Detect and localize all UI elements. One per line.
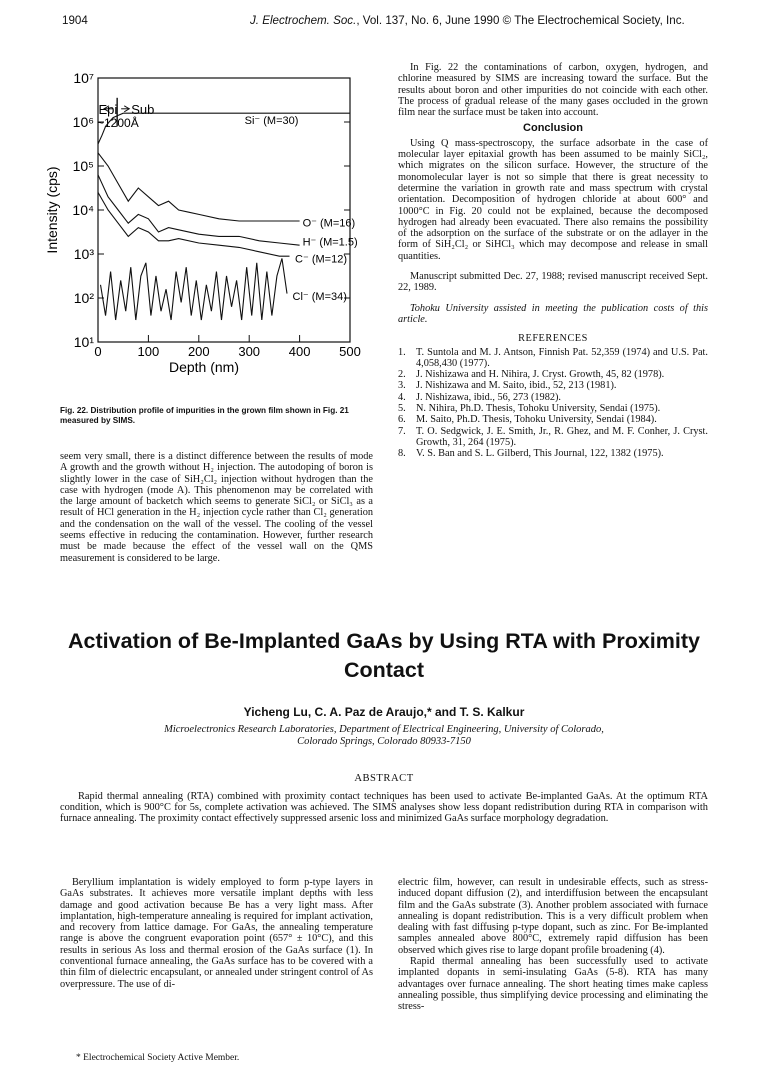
- running-header: [250, 14, 685, 27]
- series-label: O⁻ (M=16): [302, 217, 356, 230]
- reference-item: [398, 403, 708, 414]
- intro-paragraph: Beryllium implantation is widely employed to form p-type layers in GaAs substrates. It achieves more versatile implant depths with less damage and good activation because Be has a very light mass. After implantation, high-temperature annealing is required for implant activation, and recovery from lattice damage. For GaAs, the annealing temperature range is above the congruent evaporation point (657° ± 10°C), and this results in serious As loss and thermal erosion of the GaAs surface (1). In conventional furnace annealing, the GaAs surface has to be covered with a thin film of dielectric encapsulant, or annealed under stringent control of As overpressure. The use of di-: [60, 877, 373, 990]
- reference-number: 6.: [398, 414, 406, 426]
- reference-number: 4.: [398, 391, 406, 403]
- conclusion-heading: Conclusion: [523, 122, 583, 135]
- affiliation-line-1: Microelectronics Research Laboratories, Department of Electrical Engineering, University of Colorado,: [164, 724, 604, 735]
- reference-number: 8.: [398, 448, 406, 460]
- body-right-paragraph-1: electric film, however, can result in undesirable effects, such as stress-induced dopant diffusion (2), and interdiffusion between the encapsulant film and the GaAs substrate (3). Another problem associated with furnace annealing is dopant redistribution. This is a very difficult problem when dealing with fast diffusing p-type dopant, such as zinc. For Be-implanted samples annealed above 800°C, extremely rapid diffusion has been observed which gives rise to large dopant profile broadening (4).: [398, 877, 708, 956]
- thickness-label: ~1200Å: [96, 116, 139, 130]
- reference-text: J. Nishizawa and H. Nihira, J. Cryst. Growth, 45, 82 (1978).: [416, 369, 665, 381]
- references-heading: REFERENCES: [518, 333, 588, 345]
- y-tick-label: 10²: [73, 290, 94, 306]
- reference-text: V. S. Ban and S. L. Gilberd, This Journal, 122, 1382 (1975).: [416, 448, 664, 460]
- reference-number: 3.: [398, 380, 406, 392]
- article-affiliation: [0, 724, 768, 748]
- reference-item: [398, 392, 708, 403]
- reference-item: [398, 414, 708, 425]
- reference-text: N. Nihira, Ph.D. Thesis, Tohoku University, Sendai (1975).: [416, 403, 661, 415]
- y-tick-label: 10³: [73, 246, 94, 262]
- y-axis-label: Intensity (cps): [44, 166, 60, 254]
- y-tick-label: 10⁷: [73, 70, 94, 86]
- series-line-3: [98, 192, 290, 256]
- article-left-column: [60, 877, 373, 990]
- x-tick-label: 400: [288, 344, 311, 359]
- publication-note: Tohoku University assisted in meeting the publication costs of this article.: [398, 302, 708, 325]
- abstract-text: Rapid thermal annealing (RTA) combined with proximity contact techniques has been used to activate Be-implanted GaAs. At the optimum RTA condition, which is 900°C for 5s, complete activation was achieved. The SIMS analyses show less dopant redistribution during RTA in comparison with furnace annealing. The proximity contact effectively suppressed arsenic loss and minimized GaAs surface morphology degradation.: [60, 791, 708, 825]
- article-right-column: [398, 877, 708, 1013]
- x-tick-label: 100: [137, 344, 160, 359]
- journal-name: J. Electrochem. Soc.: [250, 14, 357, 27]
- reference-item: [398, 448, 708, 459]
- reference-item: [398, 380, 708, 391]
- reference-text: J. Nishizawa, ibid., 56, 273 (1982).: [416, 391, 561, 403]
- reference-number: 1.: [398, 346, 406, 358]
- x-tick-label: 300: [238, 344, 261, 359]
- x-axis-label: Depth (nm): [168, 359, 240, 375]
- manuscript-note: Manuscript submitted Dec. 27, 1988; revised manuscript received Sept. 22, 1989.: [398, 271, 708, 294]
- figure-caption: Fig. 22. Distribution profile of impurities in the grown film shown in Fig. 21 measured by SIMS.: [60, 406, 349, 425]
- series-label: H⁻ (M=1.5): [302, 236, 358, 249]
- y-tick-label: 10⁶: [72, 114, 94, 130]
- reference-number: 7.: [398, 425, 406, 437]
- reference-text: M. Saito, Ph.D. Thesis, Tohoku University, Sendai (1984).: [416, 414, 657, 426]
- abstract-heading: ABSTRACT: [354, 773, 414, 784]
- y-tick-label: 10¹: [73, 334, 94, 350]
- article-authors: Yicheng Lu, C. A. Paz de Araujo,* and T. S. Kalkur: [243, 705, 525, 719]
- y-tick-label: 10⁵: [72, 158, 94, 174]
- affiliation-line-2: Colorado Springs, Colorado 80933-7150: [297, 736, 471, 747]
- page-number: 1904: [62, 14, 88, 27]
- conclusion-paragraph: Using Q mass-spectroscopy, the surface adsorbate in the case of molecular layer epitaxial growth has been assumed to be mainly SiCl₂, which migrates on the silicon surface. However, the structure of the monomolecular layer is not so simple that there is great necessity to determine the variation in growth rate and mass spectrum with crystal orientation. Decomposition of hydrogen chloride at about 600° and 1000°C in Fig. 20 could not be explained, because the decomposed hydrogen had already been evacuated. There also remains the possibility of the adsorption on the surface of the substrate or on the adlayer in the form of SiH₂Cl₂ or SiHCl₃ which may decompose and release in small quantities.: [398, 137, 708, 262]
- body-right-paragraph-2: Rapid thermal annealing has been successfully used to activate implanted dopants in semi-insulating GaAs (5-8). RTA has many advantages over furnace annealing. The short heating times make capless annealing possible, thus simplifying device processing and eliminating the stress-: [398, 956, 708, 1013]
- series-label: Si⁻ (M=30): [244, 114, 299, 127]
- reference-text: T. Suntola and M. J. Antson, Finnish Pat. 52,359 (1974) and U.S. Pat. 4,058,430 (1977).: [416, 346, 708, 369]
- volume-info: , Vol. 137, No. 6, June 1990 © The Electrochemical Society, Inc.: [356, 14, 685, 27]
- x-tick-label: 0: [94, 344, 102, 359]
- sims-depth-profile-chart: [40, 60, 380, 405]
- epi-label: Epi: [98, 101, 118, 117]
- left-paragraph: seem very small, there is a distinct difference between the results of mode A growth and the growth without H₂ injection. The autodoping of boron is slightly lower in the case of SiH₂Cl₂ injection without hydrogen than the case with hydrogen (mode A). This phenomenon may be correlated with the large amount of backetch which seems to generate SiCl₂ or SiCl₃ as a result of HCl generation in the H₂ injection cycle rather than Cl₂ generation and the condensation on the wall of the vessel. The cooling of the vessel seems effective in reducing the contamination. However, further research must be made because the effect of the vessel wall on the QMS measurement is considered to be large.: [60, 451, 373, 564]
- reference-item: [398, 426, 708, 449]
- series-label: C⁻ (M=12): [295, 253, 348, 266]
- footnote: * Electrochemical Society Active Member.: [76, 1053, 240, 1063]
- series-line-4: [101, 258, 287, 320]
- reference-item: [398, 347, 708, 370]
- reference-text: J. Nishizawa and M. Saito, ibid., 52, 213 (1981).: [416, 380, 617, 392]
- x-tick-label: 500: [339, 344, 361, 359]
- reference-item: [398, 369, 708, 380]
- reference-number: 5.: [398, 403, 406, 415]
- right-paragraph: In Fig. 22 the contaminations of carbon, oxygen, hydrogen, and chlorine measured by SIMS are increasing toward the surface. But the results about boron and other impurities do not coincide with each other. The process of gradual release of the many gases occluded in the grown film near the surface must be taken into account.: [398, 62, 708, 119]
- sub-label: Sub: [131, 101, 155, 117]
- series-label: Cl⁻ (M=34): [292, 290, 347, 303]
- references-list: [398, 347, 708, 460]
- series-line-1: [98, 153, 300, 221]
- reference-text: T. O. Sedgwick, J. E. Smith, Jr., R. Ghez, and M. F. Conher, J. Cryst. Growth, 31, 264 (1975).: [416, 425, 708, 448]
- right-column: [398, 62, 708, 460]
- article-title: Activation of Be-Implanted GaAs by Using RTA with Proximity Contact: [68, 629, 700, 682]
- series-line-2: [98, 175, 300, 245]
- left-column-text: [60, 451, 373, 564]
- reference-number: 2.: [398, 369, 406, 381]
- x-tick-label: 200: [187, 344, 210, 359]
- y-tick-label: 10⁴: [72, 202, 94, 218]
